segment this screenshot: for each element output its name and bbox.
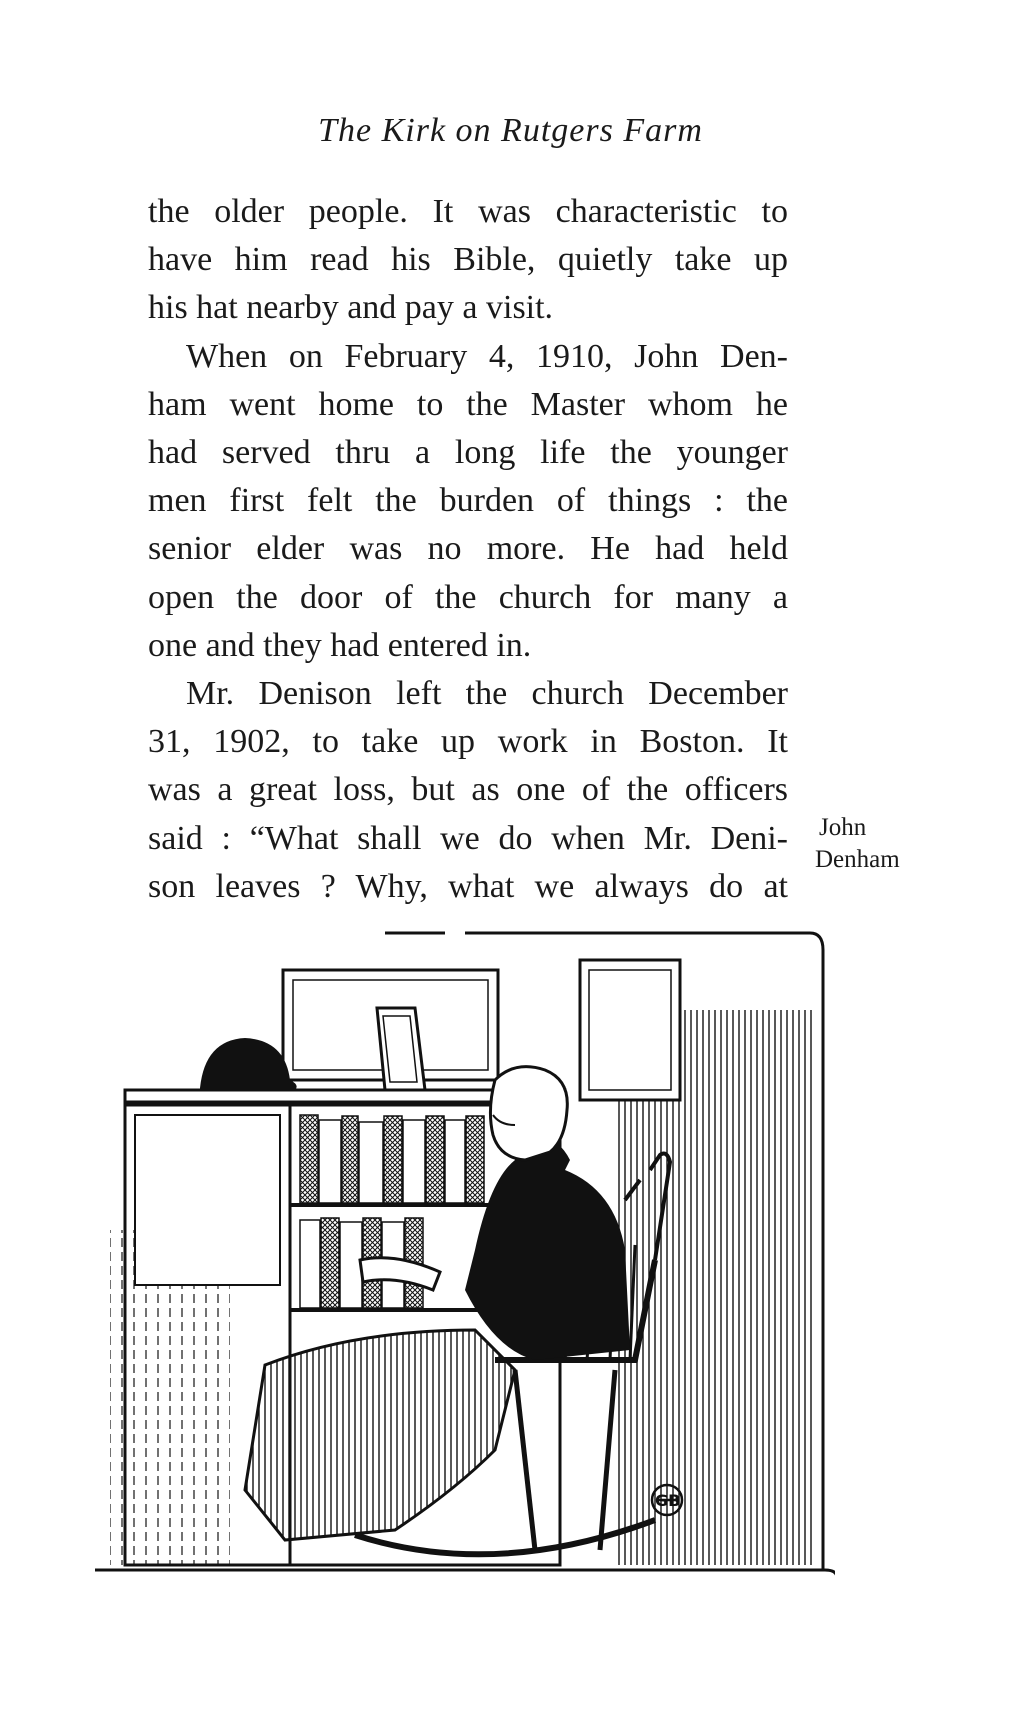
paragraph-1: [148, 188, 788, 333]
text-line: ham went home to the Master whom he: [148, 385, 788, 423]
monogram-text: GB: [655, 1491, 681, 1510]
text-line: When on February 4, 1910, John Den-: [186, 337, 788, 375]
text-line: son leaves ? Why, what we always do at: [148, 867, 788, 905]
text-line: the older people. It was characteristic to: [148, 193, 788, 230]
photo-frame: [377, 1008, 425, 1090]
text-line: his hat nearby and pay a visit.: [148, 289, 554, 327]
man-head: [490, 1067, 567, 1160]
wall-picture-frames: [283, 960, 680, 1100]
running-head: The Kirk on Rutgers Farm: [318, 112, 703, 149]
text-line: open the door of the church for many a: [148, 578, 788, 616]
text-line: 31, 1902, to take up work in Boston. It: [148, 723, 788, 761]
body-text: [148, 188, 788, 911]
text-line: one and they had entered in.: [148, 626, 532, 664]
paragraph-3: [148, 670, 788, 911]
text-line: have him read his Bible, quietly take up: [148, 241, 788, 279]
text-line: had served thru a long life the younger: [148, 434, 788, 472]
illustration-man-reading: [95, 930, 835, 1590]
text-line: men first felt the burden of things : the: [148, 482, 788, 520]
margin-note-line-1: John: [819, 814, 867, 841]
margin-note: [815, 812, 900, 876]
text-line: Mr. Denison left the church December: [186, 675, 788, 713]
text-line: said : “What shall we do when Mr. Deni-: [148, 819, 788, 857]
books-row-1: [300, 1115, 484, 1203]
margin-note-line-2: Denham: [815, 846, 900, 873]
text-line: senior elder was no more. He had held: [148, 530, 788, 568]
paragraph-2: [148, 333, 788, 670]
text-line: was a great loss, but as one of the officers: [148, 771, 788, 809]
